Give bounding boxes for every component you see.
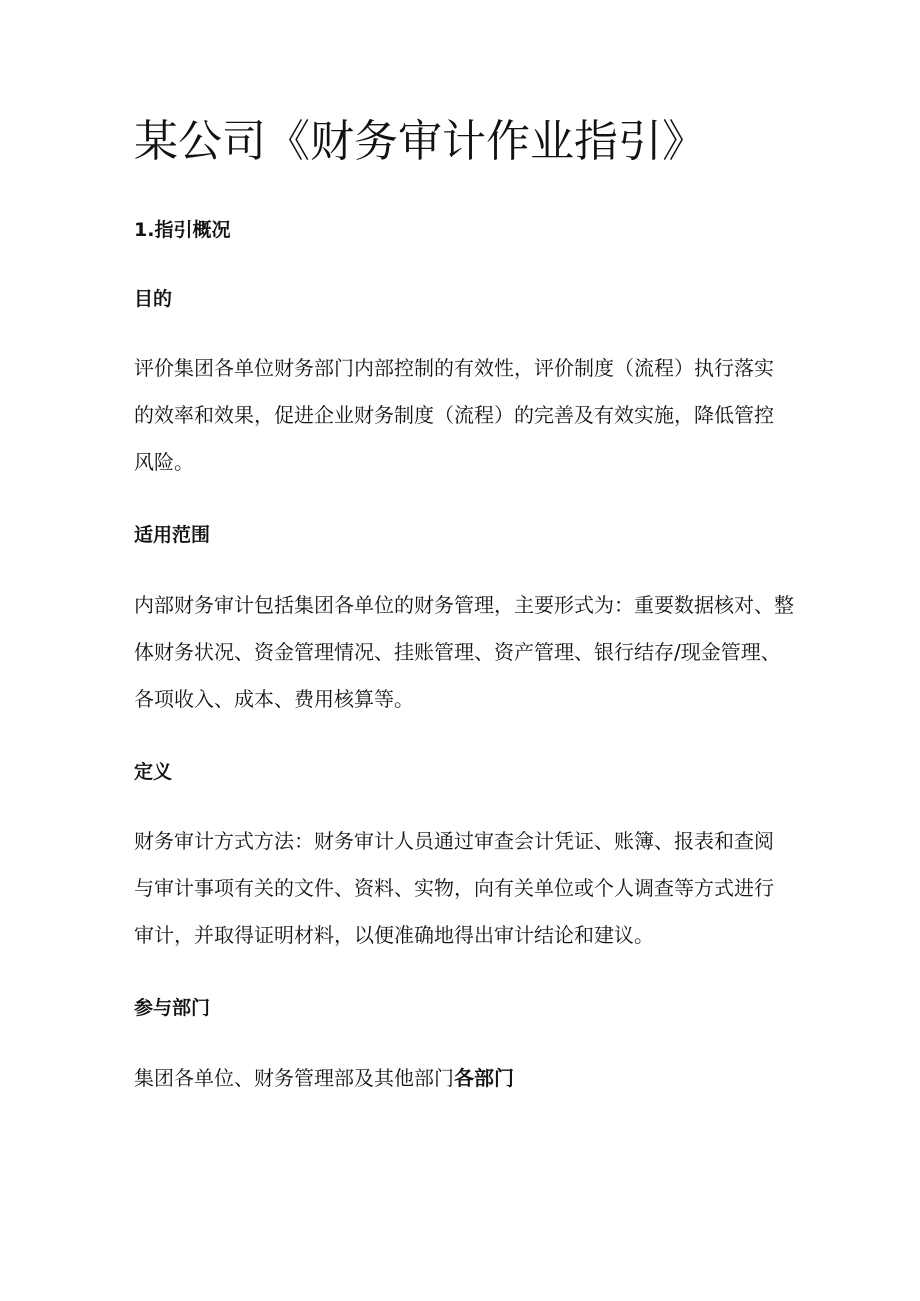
- scope-line: 内部财务审计包括集团各单位的财务管理，主要形式为：重要数据核对、整: [134, 593, 794, 617]
- departments-bold-text: 各部门: [454, 1066, 514, 1090]
- purpose-line: 的效率和效果，促进企业财务制度（流程）的完善及有效实施，降低管控: [134, 403, 774, 427]
- purpose-line: 评价集团各单位财务部门内部控制的有效性，评价制度（流程）执行落实: [134, 356, 774, 380]
- purpose-line: 风险。: [134, 450, 194, 474]
- definition-paragraph: [134, 818, 774, 959]
- definition-line: 审计，并取得证明材料，以便准确地得出审计结论和建议。: [134, 923, 654, 947]
- purpose-paragraph: [134, 345, 774, 486]
- departments-heading: 参与部门: [134, 997, 211, 1019]
- section-heading: 1.指引概况: [134, 219, 231, 241]
- purpose-heading: 目的: [134, 288, 173, 310]
- document-title: 某公司《财务审计作业指引》: [134, 116, 706, 167]
- departments-paragraph: [134, 1055, 514, 1102]
- definition-line: 与审计事项有关的文件、资料、实物，向有关单位或个人调查等方式进行: [134, 876, 774, 900]
- scope-paragraph: [134, 582, 794, 723]
- scope-heading: 适用范围: [134, 524, 211, 546]
- definition-line: 财务审计方式方法：财务审计人员通过审查会计凭证、账簿、报表和查阅: [134, 829, 774, 853]
- scope-line: 体财务状况、资金管理情况、挂账管理、资产管理、银行结存/现金管理、: [134, 640, 781, 664]
- scope-line: 各项收入、成本、费用核算等。: [134, 687, 414, 711]
- definition-heading: 定义: [134, 761, 173, 783]
- departments-text: 集团各单位、财务管理部及其他部门: [134, 1066, 454, 1090]
